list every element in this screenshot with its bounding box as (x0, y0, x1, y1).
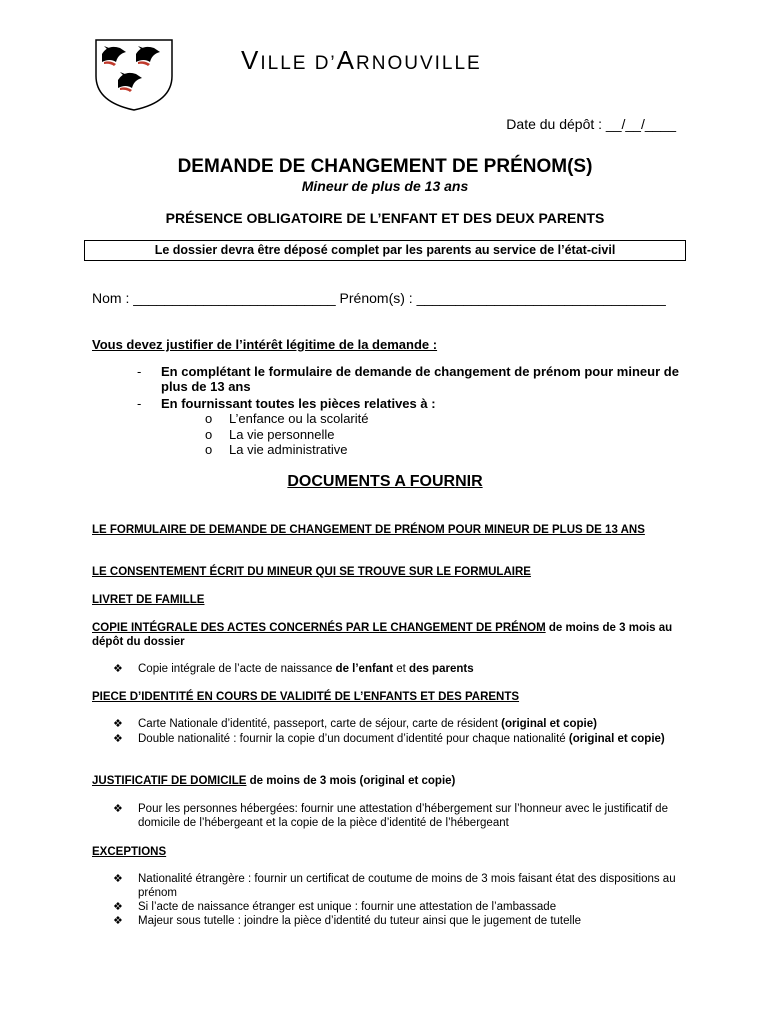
presence-notice: PRÉSENCE OBLIGATOIRE DE L’ENFANT ET DES DEUX PARENTS (165, 210, 605, 226)
documents-heading: DOCUMENTS A FOURNIR (287, 473, 483, 490)
bullet-text: Pour les personnes hébergées: fournir une attestation d’hébergement sur l’honneur avec le justificatif de domicile de l’hébergeant et la copie de la pièce d’identité de l’hébergeant (138, 803, 668, 829)
section-heading: LIVRET DE FAMILLE (92, 594, 205, 606)
section-form (92, 523, 692, 537)
sub-item-text: La vie personnelle (229, 427, 335, 442)
sub-item-text: L’enfance ou la scolarité (229, 411, 369, 426)
justify-item-text: En fournissant toutes les pièces relatives à : (161, 396, 436, 411)
diamond-bullet-icon: ❖ (113, 915, 123, 927)
section-heading: PIECE D’IDENTITÉ EN COURS DE VALIDITÉ DE L’ENFANTS ET DES PARENTS (92, 691, 520, 703)
section-heading: JUSTIFICATIF DE DOMICILE (92, 775, 247, 787)
circle-marker: o (205, 411, 213, 426)
diamond-bullet-icon: ❖ (113, 901, 123, 913)
town-crest-logo (92, 36, 176, 112)
section-livret (92, 593, 692, 607)
section-consent (92, 565, 692, 579)
town-name (241, 45, 482, 76)
bullet-text: Copie intégrale de l’acte de naissance de l’enfant et des parents (138, 663, 474, 675)
section-heading-rest: de moins de 3 mois au dépôt du dossier (92, 622, 673, 648)
justify-heading: Vous devez justifier de l’intérêt légitime de la demande : (92, 337, 438, 352)
section-heading: EXCEPTIONS (92, 846, 167, 858)
section-heading: COPIE INTÉGRALE DES ACTES CONCERNÉS PAR LE CHANGEMENT DE PRÉNOM (92, 622, 546, 634)
section-heading-rest: de moins de 3 mois (original et copie) (246, 775, 456, 787)
diamond-bullet-icon: ❖ (113, 733, 123, 745)
diamond-bullet-icon: ❖ (113, 718, 123, 730)
town-name-part: A (336, 45, 356, 75)
town-name-part: RNOUVILLE (356, 53, 482, 74)
sub-item-text: La vie administrative (229, 442, 348, 457)
deposit-date-field: Date du dépôt : __/__/____ (506, 116, 676, 132)
dossier-notice-box: Le dossier devra être déposé complet par les parents au service de l’état-civil (84, 240, 686, 261)
section-heading: LE CONSENTEMENT ÉCRIT DU MINEUR QUI SE TROUVE SUR LE FORMULAIRE (92, 566, 531, 578)
town-name-part: ILLE D’ (260, 53, 337, 74)
diamond-bullet-icon: ❖ (113, 873, 123, 885)
diamond-bullet-icon: ❖ (113, 803, 123, 815)
bullet-text: Majeur sous tutelle : joindre la pièce d’identité du tuteur ainsi que le jugement de tutelle (138, 915, 582, 927)
circle-marker: o (205, 427, 213, 442)
section-copie (92, 621, 692, 649)
dash-marker: - (137, 364, 142, 379)
town-name-part: V (241, 45, 261, 75)
document-subtitle: Mineur de plus de 13 ans (301, 178, 469, 194)
bullet-text: Si l’acte de naissance étranger est unique : fournir une attestation de l’ambassade (138, 901, 557, 913)
name-fields-line: Nom : __________________________ Prénom(s) : ________________________________ (92, 290, 666, 306)
section-domicile (92, 774, 692, 788)
section-exceptions (92, 845, 692, 859)
justify-item-text: En complétant le formulaire de demande de changement de prénom pour mineur de plus de 13 ans (161, 364, 679, 394)
circle-marker: o (205, 442, 213, 457)
document-title: DEMANDE DE CHANGEMENT DE PRÉNOM(S) (177, 156, 593, 177)
section-heading: LE FORMULAIRE DE DEMANDE DE CHANGEMENT DE PRÉNOM POUR MINEUR DE PLUS DE 13 ANS (92, 524, 645, 536)
bullet-text: Nationalité étrangère : fournir un certificat de coutume de moins de 3 mois faisant état des dispositions au prénom (138, 873, 676, 899)
section-piece (92, 690, 692, 704)
bullet-text: Carte Nationale d’identité, passeport, carte de séjour, carte de résident (original et copie) (138, 718, 597, 730)
diamond-bullet-icon: ❖ (113, 663, 123, 675)
bullet-text: Double nationalité : fournir la copie d’un document d’identité pour chaque nationalité (original et copie) (138, 733, 665, 745)
dash-marker: - (137, 396, 142, 411)
